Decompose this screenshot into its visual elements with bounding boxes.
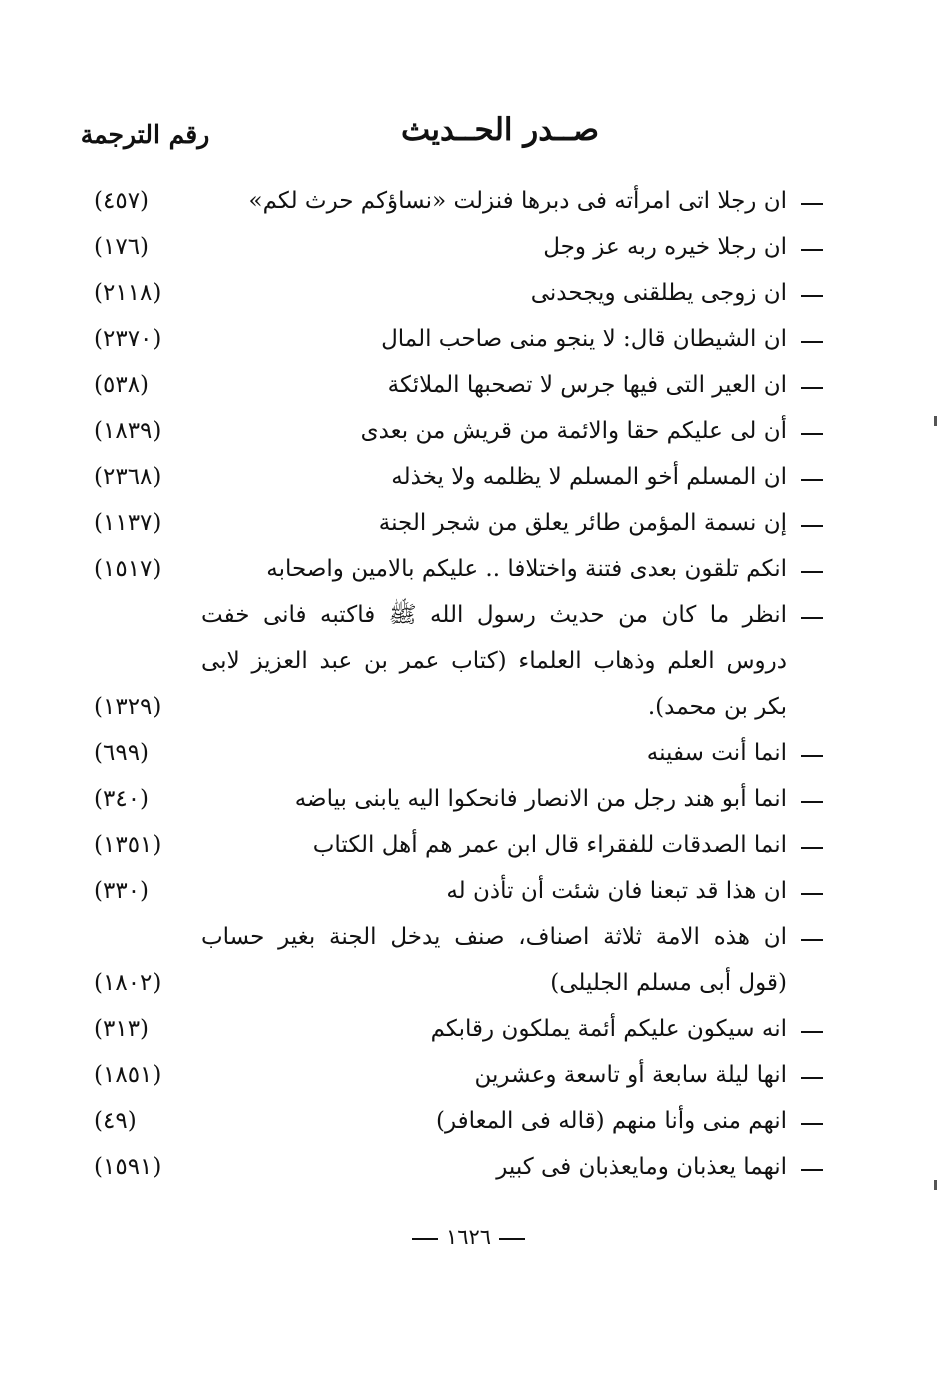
entry-line	[0, 1144, 937, 1190]
hadith-text: (قول أبى مسلم الجليلى)	[550, 970, 787, 996]
list-item	[0, 1144, 937, 1190]
hadith-text: انها ليلة سابعة أو تاسعة وعشرين	[474, 1062, 787, 1088]
biography-number: (٣٤٠)	[94, 786, 150, 812]
entry-line	[0, 822, 937, 868]
entry-line	[0, 684, 937, 730]
biography-number: (١١٣٧)	[94, 510, 162, 536]
entry-dash	[801, 341, 823, 343]
page-number: ١٦٢٦	[445, 1225, 492, 1249]
entry-line	[0, 776, 937, 822]
hadith-index-list	[0, 178, 937, 1190]
hadith-text: دروس العلم وذهاب العلماء (كتاب عمر بن عبد العزيز لابى	[201, 648, 787, 674]
entry-dash	[801, 295, 823, 297]
list-item	[0, 546, 937, 592]
column-header-hadith: صــدر الحــديث	[400, 112, 600, 148]
list-item	[0, 1098, 937, 1144]
biography-number: (٥٣٨)	[94, 372, 150, 398]
hadith-text: إن نسمة المؤمن طائر يعلق من شجر الجنة	[378, 510, 787, 536]
list-item	[0, 592, 937, 730]
hadith-text: انما أبو هند رجل من الانصار فانحكوا اليه يابنى بياضه	[294, 786, 787, 812]
entry-dash	[801, 525, 823, 527]
entry-line	[0, 868, 937, 914]
entry-line	[0, 178, 937, 224]
hadith-text: ان رجلا خيره ربه عز وجل	[543, 234, 787, 260]
entry-dash	[801, 801, 823, 803]
entry-dash	[801, 939, 823, 941]
biography-number: (٣٣٠)	[94, 878, 150, 904]
entry-dash	[801, 755, 823, 757]
biography-number: (٣١٣)	[94, 1016, 150, 1042]
entry-line	[0, 270, 937, 316]
entry-line	[0, 1006, 937, 1052]
entry-line	[0, 1098, 937, 1144]
hadith-text: بكر بن محمد).	[647, 694, 787, 720]
list-item	[0, 316, 937, 362]
entry-line	[0, 408, 937, 454]
list-item	[0, 408, 937, 454]
list-item	[0, 868, 937, 914]
biography-number: (٤٩)	[94, 1108, 137, 1134]
entry-dash	[801, 433, 823, 435]
biography-number: (٤٥٧)	[94, 188, 150, 214]
entry-line	[0, 914, 937, 960]
list-item	[0, 500, 937, 546]
hadith-text: انما الصدقات للفقراء قال ابن عمر هم أهل الكتاب	[312, 832, 787, 858]
column-header-number: رقم الترجمة	[80, 120, 210, 149]
entry-dash	[801, 1077, 823, 1079]
biography-number: (١٧٦)	[94, 234, 150, 260]
biography-number: (١٣٢٩)	[94, 694, 162, 720]
entry-line	[0, 960, 937, 1006]
list-item	[0, 454, 937, 500]
entry-dash	[801, 893, 823, 895]
entry-dash	[801, 387, 823, 389]
entry-dash	[801, 479, 823, 481]
list-item	[0, 362, 937, 408]
footer-dash-left	[499, 1238, 525, 1240]
biography-number: (١٨٠٢)	[94, 970, 162, 996]
entry-line	[0, 362, 937, 408]
hadith-text: ان الشيطان قال: لا ينجو منى صاحب المال	[381, 326, 787, 352]
entry-dash	[801, 617, 823, 619]
entry-line	[0, 638, 937, 684]
entry-dash	[801, 203, 823, 205]
hadith-text: ان هذا قد تبعنا فان شئت أن تأذن له	[446, 878, 787, 904]
entry-dash	[801, 1123, 823, 1125]
hadith-text: ان زوجى يطلقنى ويجحدنى	[530, 280, 787, 306]
hadith-text: انه سيكون عليكم أئمة يملكون رقابكم	[430, 1016, 787, 1042]
biography-number: (١٨٣٩)	[94, 418, 162, 444]
entry-dash	[801, 249, 823, 251]
hadith-text: انما أنت سفينه	[646, 740, 787, 766]
list-item	[0, 1052, 937, 1098]
biography-number: (١٣٥١)	[94, 832, 162, 858]
entry-dash	[801, 847, 823, 849]
list-item	[0, 224, 937, 270]
entry-dash	[801, 571, 823, 573]
hadith-text: ان رجلا اتى امرأته فى دبرها فنزلت «نساؤكم حرث لكم»	[248, 188, 787, 214]
entry-line	[0, 546, 937, 592]
hadith-text: انكم تلقون بعدى فتنة واختلافا .. عليكم بالامين واصحابه	[266, 556, 787, 582]
hadith-text: انهما يعذبان ومايعذبان فى كبير	[496, 1154, 787, 1180]
footer-dash-right	[412, 1238, 438, 1240]
list-item	[0, 270, 937, 316]
hadith-text: ان المسلم أخو المسلم لا يظلمه ولا يخذله	[391, 464, 787, 490]
biography-number: (٢٣٧٠)	[94, 326, 162, 352]
list-item	[0, 1006, 937, 1052]
biography-number: (١٥٩١)	[94, 1154, 162, 1180]
list-item	[0, 822, 937, 868]
hadith-text: انهم منى وأنا منهم (قاله فى المعافر)	[435, 1108, 787, 1134]
hadith-text: ان هذه الامة ثلاثة اصناف، صنف يدخل الجنة بغير حساب	[201, 924, 787, 950]
list-item	[0, 914, 937, 1006]
hadith-text: ان العير التى فيها جرس لا تصحبها الملائكة	[387, 372, 787, 398]
entry-line	[0, 1052, 937, 1098]
entry-line	[0, 500, 937, 546]
entry-line	[0, 224, 937, 270]
entry-line	[0, 730, 937, 776]
list-item	[0, 730, 937, 776]
biography-number: (٦٩٩)	[94, 740, 150, 766]
list-item	[0, 776, 937, 822]
list-item	[0, 178, 937, 224]
biography-number: (٢١١٨)	[94, 280, 162, 306]
entry-line	[0, 592, 937, 638]
entry-dash	[801, 1031, 823, 1033]
biography-number: (١٥١٧)	[94, 556, 162, 582]
biography-number: (٢٣٦٨)	[94, 464, 162, 490]
page-footer	[0, 1225, 937, 1249]
hadith-text: أن لى عليكم حقا والائمة من قريش من بعدى	[360, 418, 787, 444]
entry-dash	[801, 1169, 823, 1171]
biography-number: (١٨٥١)	[94, 1062, 162, 1088]
entry-line	[0, 454, 937, 500]
hadith-text: انظر ما كان من حديث رسول الله ﷺ فاكتبه فانى خفت	[201, 602, 787, 628]
entry-line	[0, 316, 937, 362]
